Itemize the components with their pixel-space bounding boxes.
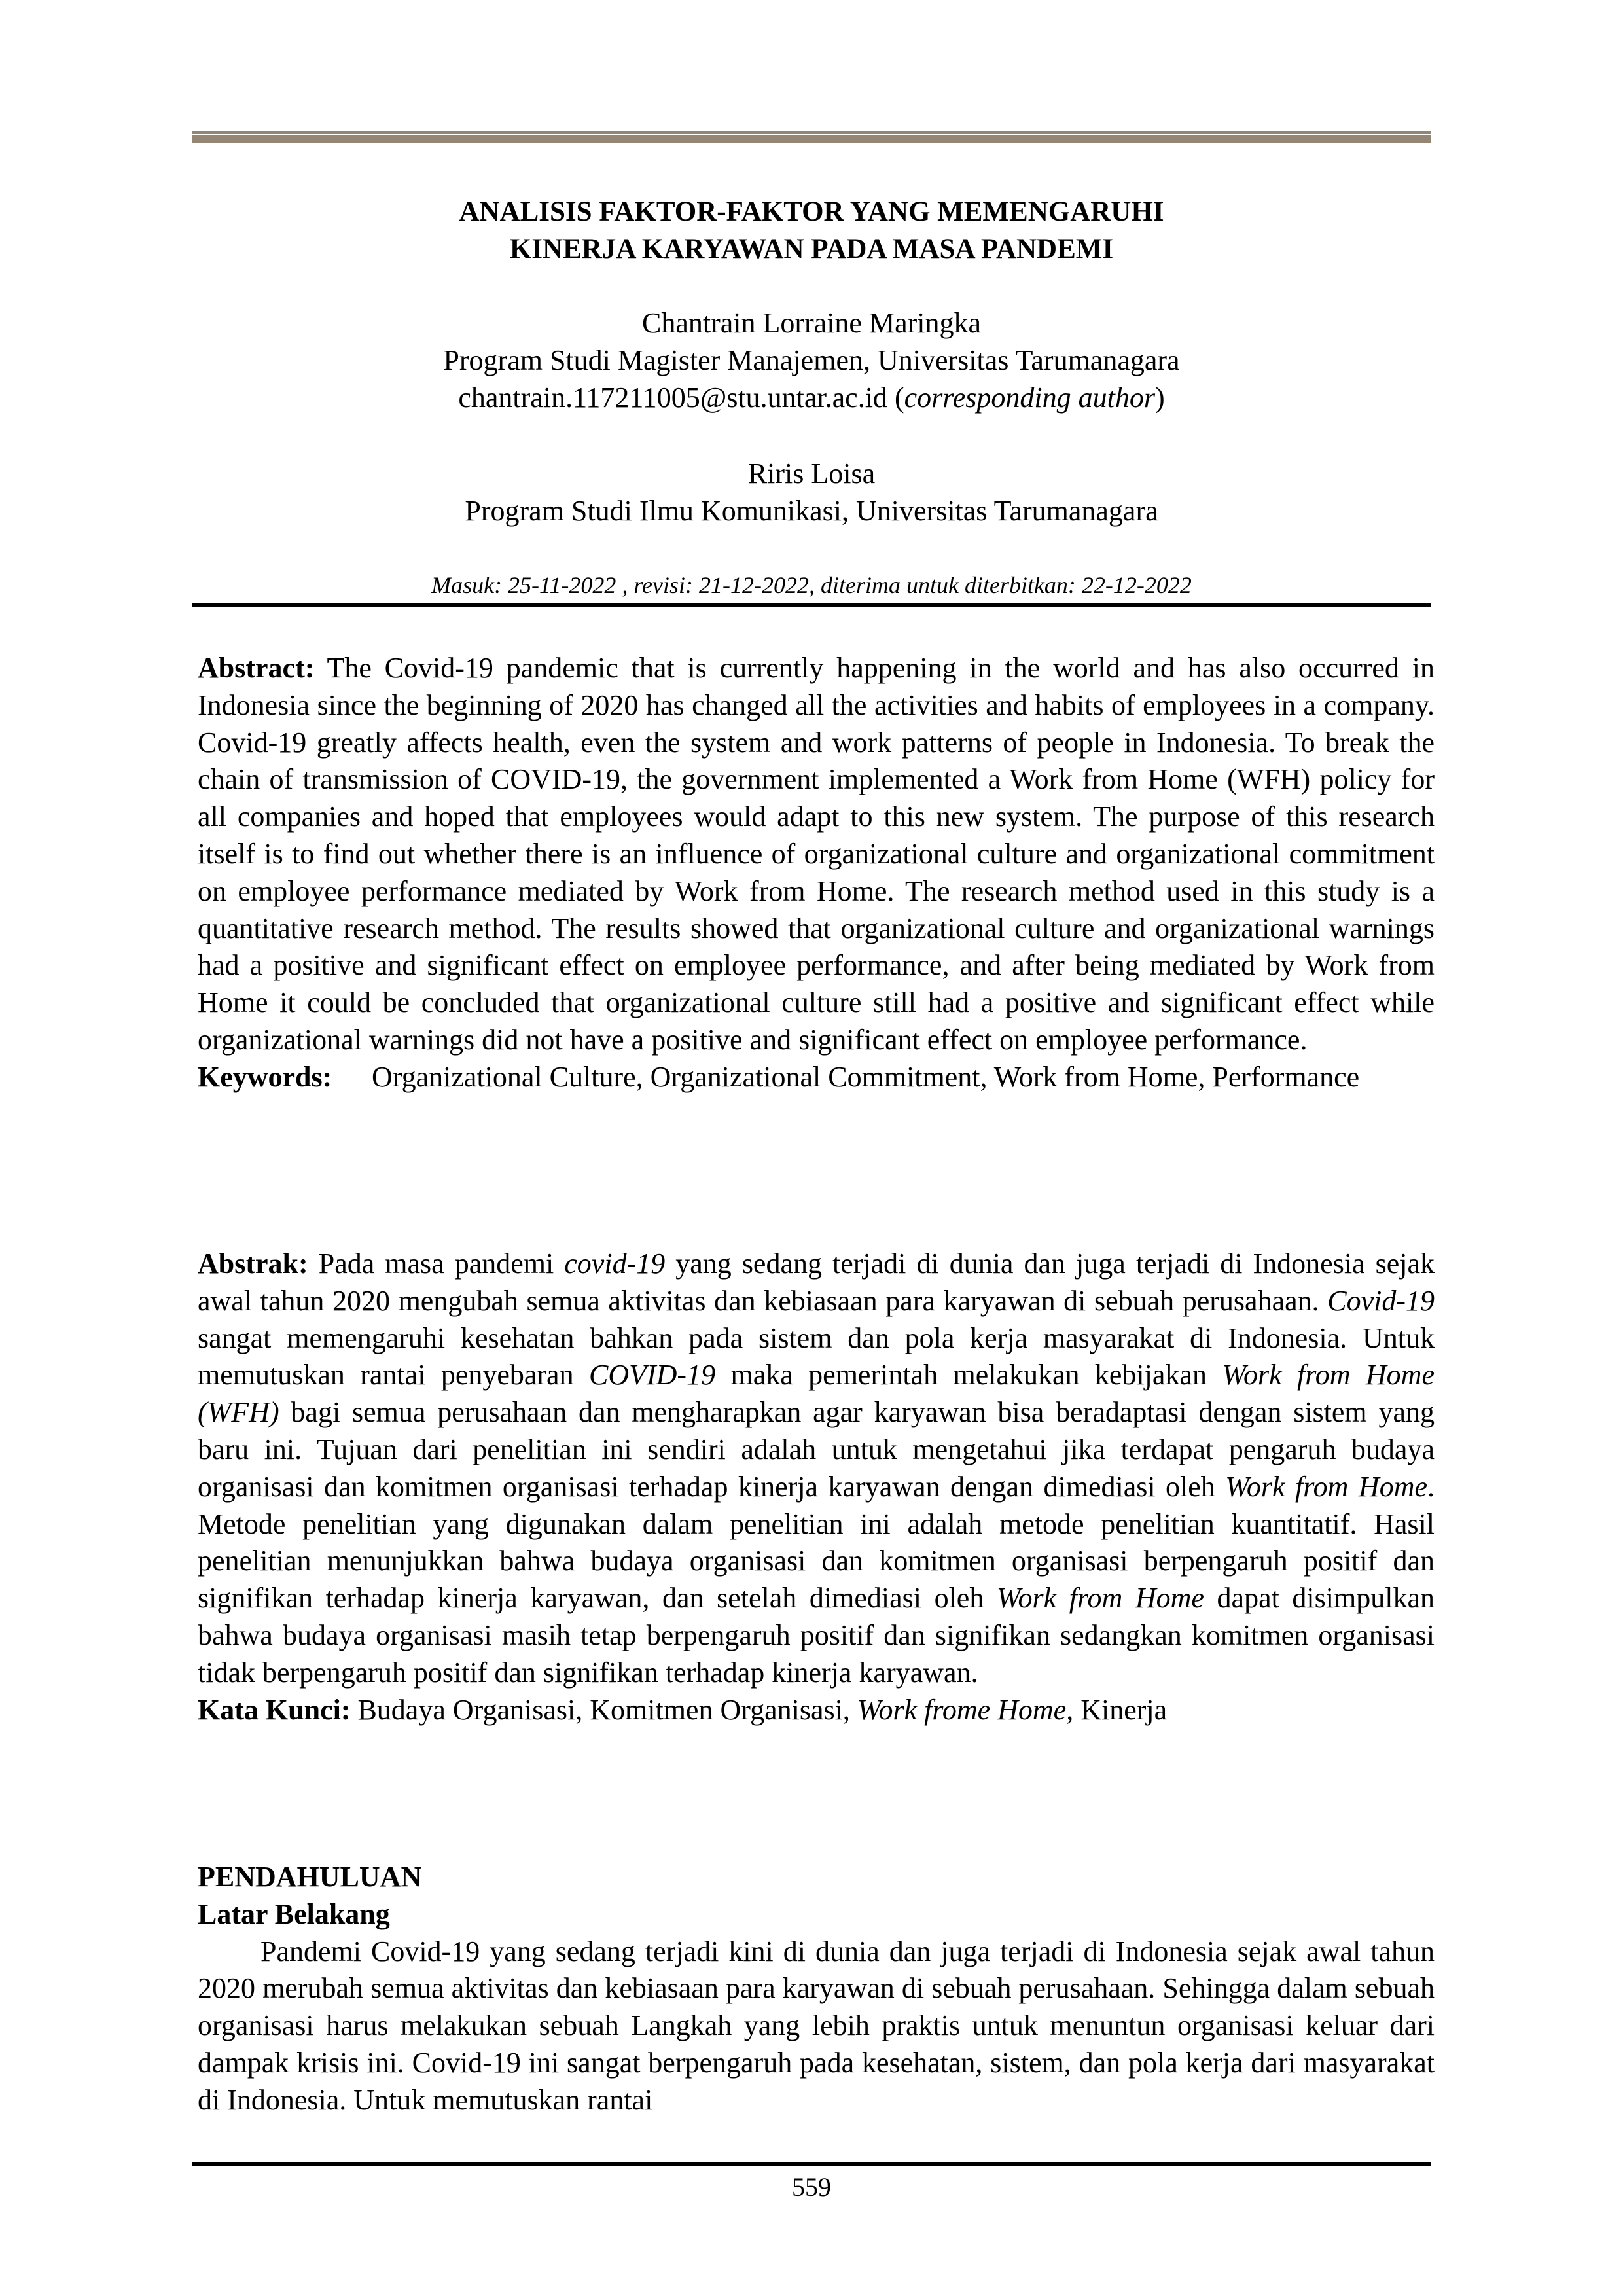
introduction-section <box>198 1859 1435 2119</box>
abstract-english <box>198 650 1435 1096</box>
italic-term: COVID-19 <box>588 1359 716 1391</box>
abstract-english-paragraph <box>198 650 1435 1059</box>
subsection-heading: Latar Belakang <box>198 1897 390 1930</box>
keywords-label: Keywords: <box>198 1060 332 1093</box>
author-2 <box>192 455 1431 529</box>
author-1-affiliation: Program Studi Magister Manajemen, Universitas Tarumanagara <box>443 344 1180 376</box>
kata-kunci <box>198 1692 1435 1729</box>
text-run: dapat disimpulkan bahwa budaya organisasi masih tetap berpengaruh positif dan signifikan sedangkan komitmen organisasi tidak berpengaruh positif dan signifikan terhadap kinerja karyawan. <box>198 1582 1435 1689</box>
text-run: Budaya Organisasi, Komitmen Organisasi, <box>350 1693 857 1726</box>
kata-kunci-label: Kata Kunci: <box>198 1693 351 1726</box>
intro-paragraph: Pandemi Covid-19 yang sedang terjadi kini di dunia dan juga terjadi di Indonesia sejak awal tahun 2020 merubah semua aktivitas dan kebiasaan para karyawan di sebuah perusahaan. Sehingga dalam sebuah organisasi harus melakukan sebuah Langkah yang lebih praktis untuk menuntun organisasi keluar dari dampak krisis ini. Covid-19 ini sangat berpengaruh pada kesehatan, sistem, dan pola kerja dari masyarakat di Indonesia. Untuk memutuskan rantai <box>198 1935 1435 2116</box>
author-2-affiliation: Program Studi Ilmu Komunikasi, Universitas Tarumanagara <box>465 495 1158 527</box>
section-heading: PENDAHULUAN <box>198 1861 422 1893</box>
page-number: 559 <box>792 2172 831 2202</box>
author-1 <box>192 304 1431 416</box>
abstrak-label: Abstrak: <box>198 1247 308 1280</box>
author-1-contact: chantrain.117211005@stu.untar.ac.id (corresponding author) <box>458 382 1165 414</box>
text-run: Kinerja <box>1073 1693 1168 1726</box>
keywords-text: Organizational Culture, Organizational Commitment, Work from Home, Performance <box>372 1060 1360 1093</box>
text-run: sangat memengaruhi kesehatan bahkan pada sistem dan pola kerja masyarakat di Indonesia. Untuk memutuskan rantai penyebaran <box>198 1321 1435 1391</box>
abstract-indonesian-paragraph <box>198 1246 1435 1692</box>
keywords <box>198 1059 1435 1096</box>
text-run: bagi semua perusahaan dan mengharapkan agar karyawan bisa beradaptasi dengan sistem yang baru ini. Tujuan dari penelitian ini sendiri adalah untuk mengetahui jika terdapat pengaruh budaya organisasi dan komitmen organisasi terhadap kinerja karyawan dengan dimediasi oleh <box>198 1396 1435 1503</box>
title-line-1: ANALISIS FAKTOR-FAKTOR YANG MEMENGARUHI <box>459 196 1164 227</box>
header-rule-thick <box>192 135 1431 143</box>
italic-term: Covid-19 <box>1327 1284 1435 1317</box>
text-run: Pada masa pandemi <box>318 1247 565 1280</box>
title-line-2: KINERJA KARYAWAN PADA MASA PANDEMI <box>509 234 1114 264</box>
paper-title <box>192 193 1431 268</box>
kata-kunci-text <box>350 1694 1167 1726</box>
abstract-indonesian <box>198 1246 1435 1729</box>
italic-term: Work from Home <box>996 1582 1204 1615</box>
corresponding-author-note: corresponding author <box>904 382 1155 414</box>
header-separator-rule <box>192 603 1431 607</box>
author-1-name: Chantrain Lorraine Maringka <box>641 307 982 339</box>
text-run: yang sedang terjadi di dunia dan juga terjadi di Indonesia sejak awal tahun 2020 mengubah semua aktivitas dan kebiasaan para karyawan di sebuah perusahaan. <box>198 1247 1435 1317</box>
author-1-email[interactable]: chantrain.117211005@stu.untar.ac.id <box>458 382 887 414</box>
author-2-name: Riris Loisa <box>747 457 876 490</box>
italic-term: covid-19 <box>564 1247 666 1280</box>
italic-term: Work from Home (WFH) <box>198 1359 1435 1429</box>
text-run: maka pemerintah melakukan kebijakan <box>715 1359 1222 1391</box>
abstract-indonesian-text <box>198 1247 1435 1689</box>
abstract-english-text: The Covid-19 pandemic that is currently happening in the world and has also occurred in Indonesia since the beginning of 2020 has changed all the activities and habits of employees in a company. Covid-19 greatly affects health, even the system and work patterns of people in Indonesia. To break the chain of transmission of COVID-19, the government implemented a Work from Home (WFH) policy for all companies and hoped that employees would adapt to this new system. The purpose of this research itself is to find out whether there is an influence of organizational culture and organizational commitment on employee performance mediated by Work from Home. The research method used in this study is a quantitative research method. The results showed that organizational culture and organizational warnings had a positive and significant effect on employee performance, and after being mediated by Work from Home it could be concluded that organizational culture still had a positive and significant effect while organizational warnings did not have a positive and significant effect on employee performance. <box>198 652 1435 1056</box>
header-rule-thin <box>192 131 1431 134</box>
italic-term: Work from Home <box>1225 1470 1427 1503</box>
submission-dates: Masuk: 25-11-2022 , revisi: 21-12-2022, diterima untuk diterbitkan: 22-12-2022 <box>431 572 1192 598</box>
italic-term: Work frome Home, <box>857 1693 1074 1726</box>
text-run: . Metode penelitian yang digunakan dalam penelitian ini adalah metode penelitian kuantitatif. Hasil penelitian menunjukkan bahwa budaya organisasi dan komitmen organisasi berpengaruh positif dan signifikan terhadap kinerja karyawan, dan setelah dimediasi oleh <box>198 1470 1435 1615</box>
abstract-label: Abstract: <box>198 652 315 684</box>
footer-rule <box>192 2162 1431 2166</box>
